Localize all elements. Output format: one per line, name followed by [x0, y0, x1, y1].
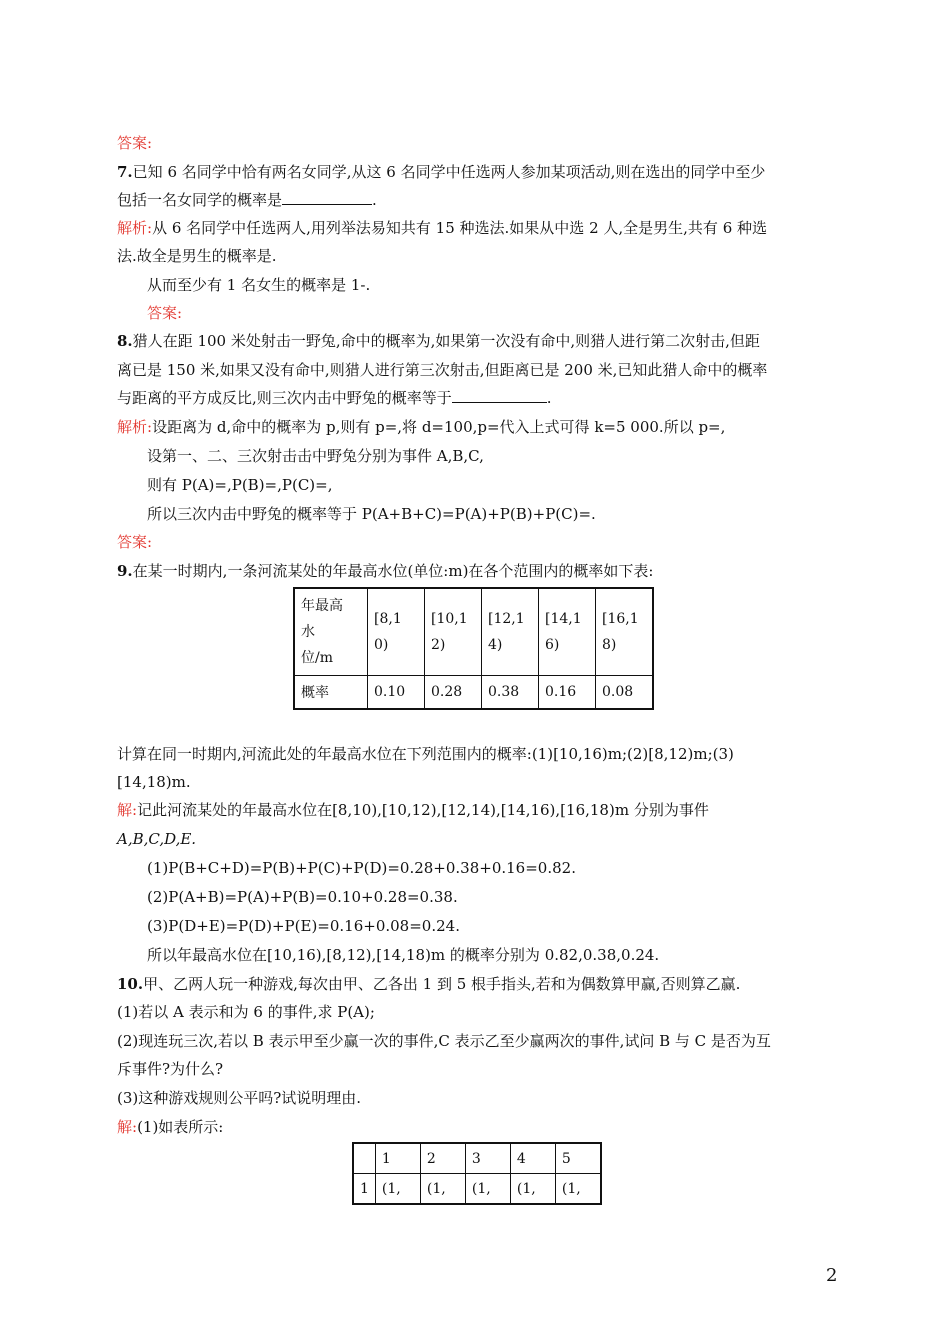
solution-line-2: A,B,C,D,E.	[117, 830, 197, 848]
question-number: 10.	[117, 975, 144, 993]
question-number: 7.	[117, 163, 133, 181]
question-text: 在某一时期内,一条河流某处的年最高水位(单位:m)在各个范围内的概率如下表:	[132, 562, 654, 580]
table-header-row	[353, 1143, 601, 1174]
analysis-label: 解析:	[117, 219, 153, 237]
table-cell: 0.28	[425, 676, 482, 710]
solution-label: 解:	[117, 1118, 138, 1136]
question-9-line-1	[117, 561, 653, 581]
analysis-line-3: 则有 P(A)=,P(B)=,P(C)=,	[147, 476, 333, 494]
finger-sum-table	[352, 1142, 602, 1205]
analysis-text: 设距离为 d,命中的概率为 p,则有 p=,将 d=100,p=代入上式可得 k=5 000.所以 p=,	[152, 418, 726, 436]
table-cell: 2	[420, 1143, 465, 1174]
solution-line-5: (3)P(D+E)=P(D)+P(E)=0.16+0.08=0.24.	[147, 917, 460, 935]
question-8-line-3	[117, 388, 552, 408]
table-cell: 0.10	[368, 676, 425, 710]
question-10-line-5: (3)这种游戏规则公平吗?试说明理由.	[117, 1089, 362, 1107]
analysis-line-4: 所以三次内击中野兔的概率等于 P(A+B+C)=P(A)+P(B)+P(C)=.	[147, 505, 596, 523]
table-cell: (1,	[510, 1174, 555, 1205]
question-7-line-2	[117, 190, 377, 210]
table-row	[353, 1174, 601, 1205]
table-cell: (1,	[465, 1174, 510, 1205]
analysis-line-2: 法.故全是男生的概率是.	[117, 247, 277, 265]
question-text: 与距离的平方成反比,则三次内击中野兔的概率等于	[117, 389, 452, 407]
answer-label: 答案:	[117, 533, 153, 551]
question-10-line-3: (2)现连玩三次,若以 B 表示甲至少赢一次的事件,C 表示乙至少赢两次的事件,试问 B 与 C 是否为互	[117, 1032, 771, 1050]
table-cell: [14,1 6)	[539, 588, 596, 676]
question-7-line-1	[117, 162, 765, 182]
table-header-row	[294, 588, 653, 676]
table-cell: (1,	[375, 1174, 420, 1205]
question-text: .	[372, 191, 377, 209]
question-text: 猎人在距 100 米处射击一野兔,命中的概率为,如果第一次没有命中,则猎人进行第二次射击,但距	[132, 332, 760, 350]
table-cell: [12,1 4)	[482, 588, 539, 676]
table-cell: (1,	[420, 1174, 465, 1205]
solution-line-4: (2)P(A+B)=P(A)+P(B)=0.10+0.28=0.38.	[147, 888, 458, 906]
analysis-line-1	[117, 417, 725, 437]
answer-label: 答案:	[117, 134, 153, 152]
solution-label: 解:	[117, 801, 138, 819]
analysis-line-1	[117, 218, 767, 238]
table-cell: [8,1 0)	[368, 588, 425, 676]
page-number: 2	[826, 1265, 838, 1286]
question-9-line-2: 计算在同一时期内,河流此处的年最高水位在下列范围内的概率:(1)[10,16)m;(2)[8,12)m;(3)	[117, 745, 734, 763]
answer-label: 答案:	[147, 304, 183, 322]
table-row	[294, 676, 653, 710]
water-level-table	[293, 587, 654, 710]
analysis-line-3: 从而至少有 1 名女生的概率是 1-.	[147, 276, 371, 294]
solution-line-3: (1)P(B+C+D)=P(B)+P(C)+P(D)=0.28+0.38+0.16=0.82.	[147, 859, 576, 877]
table-cell: 1	[353, 1174, 375, 1205]
question-text: .	[546, 389, 552, 407]
question-8-line-2: 离已是 150 米,如果又没有命中,则猎人进行第三次射击,但距离已是 200 米,已知此猎人命中的概率	[117, 361, 768, 379]
table-cell: 0.16	[539, 676, 596, 710]
table-cell: 3	[465, 1143, 510, 1174]
question-number: 9.	[117, 562, 133, 580]
table-cell: 0.38	[482, 676, 539, 710]
question-10-line-2: (1)若以 A 表示和为 6 的事件,求 P(A);	[117, 1003, 375, 1021]
table-cell: 5	[555, 1143, 601, 1174]
table-cell: [16,1 8)	[596, 588, 654, 676]
question-10-line-4: 斥事件?为什么?	[117, 1060, 224, 1078]
analysis-line-2: 设第一、二、三次射击击中野兔分别为事件 A,B,C,	[147, 447, 484, 465]
solution-text: 记此河流某处的年最高水位在[8,10),[10,12),[12,14),[14,16),[16,18)m 分别为事件	[137, 801, 709, 819]
analysis-label: 解析:	[117, 418, 153, 436]
question-text: 已知 6 名同学中恰有两名女同学,从这 6 名同学中任选两人参加某项活动,则在选出的同学中至少	[132, 163, 766, 181]
question-text: 甲、乙两人玩一种游戏,每次由甲、乙各出 1 到 5 根手指头,若和为偶数算甲赢,否则算乙赢.	[143, 975, 741, 993]
table-cell: 年最高 水 位/m	[294, 588, 368, 676]
answer-blank	[452, 388, 547, 403]
question-8-line-1	[117, 331, 760, 351]
table-cell: 概率	[294, 676, 368, 710]
table-cell: [10,1 2)	[425, 588, 482, 676]
table-cell: 1	[375, 1143, 420, 1174]
table-cell: 0.08	[596, 676, 654, 710]
table-cell: 4	[510, 1143, 555, 1174]
table-cell: (1,	[555, 1174, 601, 1205]
question-10-line-1	[117, 974, 740, 994]
solution-line-1	[117, 800, 709, 820]
question-number: 8.	[117, 332, 133, 350]
solution-line-1	[117, 1117, 223, 1137]
answer-blank	[282, 190, 372, 205]
table-cell	[353, 1143, 375, 1174]
analysis-text: 从 6 名同学中任选两人,用列举法易知共有 15 种选法.如果从中选 2 人,全是男生,共有 6 种选	[152, 219, 768, 237]
solution-line-6: 所以年最高水位在[10,16),[8,12),[14,18)m 的概率分别为 0.82,0.38,0.24.	[147, 946, 660, 964]
solution-text: (1)如表所示:	[137, 1118, 224, 1136]
question-text: 包括一名女同学的概率是	[117, 191, 283, 209]
question-9-line-3: [14,18)m.	[117, 773, 191, 791]
